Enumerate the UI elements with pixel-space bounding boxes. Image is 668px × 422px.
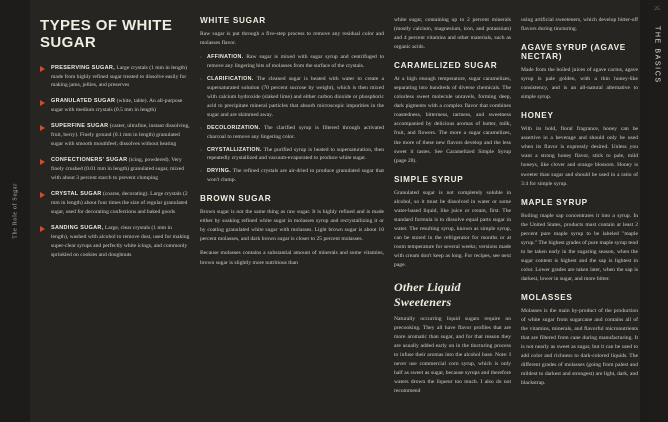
brown-sugar-continued: white sugar, containing up to 2 percent minerals (mostly calcium, magnesium, iron, and potassium) and 4 percent vitamins and other materials, such as organic acids. (394, 17, 511, 51)
term-label: CONFECTIONERS' SUGAR (51, 157, 128, 164)
dash-icon: › (200, 168, 202, 175)
triangle-bullet-icon (40, 226, 45, 232)
heading-molasses: MOLASSES (521, 292, 573, 302)
column-four (521, 16, 638, 408)
list-item (40, 97, 190, 115)
simple-syrup-para: Granulated sugar is not completely soluble in alcohol, so it must be dissolved in water or some water-based liquid, like juice or cream, first. The standard formula is to dissolve equal parts sugar in water. The resulting syrup, known as simple syrup, can be stored in the refrigerator for months or at room temperature for several weeks; versions made with cream don't keep as long. For recipes, see next page. (394, 189, 511, 269)
triangle-bullet-icon (40, 192, 45, 198)
term-text: (icing, powdered). Very finely crushed (0.01 mm in length) granulated sugar, mixed with about 3 percent starch to prevent clumping (51, 157, 185, 181)
step-text: The purified syrup is heated to supersaturation, then repeatedly crystallized and vacuum-evaporated to produce white sugar. (207, 146, 384, 162)
heading-agave-syrup: AGAVE SYRUP (AGAVE NECTAR) (521, 43, 626, 62)
triangle-bullet-icon (40, 159, 45, 165)
step-text: The cleaned sugar is heated with water to create a supersaturated solution (70 percent sucrose by weight), which is then mixed with calcium hydroxide (slaked lime) and either carbon dioxide or phosphoric acid to precipitate mineral particles that absorb microscopic impurities in the sugar and are skimmed away. (207, 75, 384, 118)
step-term: CRYSTALLIZATION. (207, 146, 262, 153)
list-item (40, 156, 190, 183)
step-term: CLARIFICATION. (207, 75, 254, 82)
term-text: Large crystals (1 mm in length) made from highly refined sugar treated to dissolve easily for making jams, jellies, and preserves (51, 64, 187, 89)
column-two (200, 16, 384, 408)
triangle-bullet-icon (40, 66, 45, 72)
heading-maple-syrup: MAPLE SYRUP (521, 197, 588, 207)
column-one (40, 16, 190, 408)
heading-caramelized-sugar: CARAMELIZED SUGAR (394, 61, 498, 71)
molasses-para: Molasses is the main by-product of the production of white sugar from sugarcane and contains all of the vitamins, minerals, and flavorful micronutrients that are filtered from cane during manufacturing. It is not nearly as sweet as sugar, but it can be used to add color and richness to dark-colored liquids. The different grades of molasses (going from palest and mildest to darkest and strongest) are light, dark, and blackstrap. (521, 307, 638, 387)
left-gutter (0, 0, 30, 422)
list-item (200, 167, 384, 185)
page-content (30, 0, 646, 422)
term-text: (white, table). An all-purpose sugar with medium crystals (0.5 mm in length) (51, 98, 183, 114)
step-term: DRYING. (207, 168, 231, 175)
right-gutter (646, 0, 668, 422)
heading-other-liquid-sweeteners: Other Liquid Sweeteners (394, 280, 461, 310)
term-label: PRESERVING SUGAR, (51, 64, 115, 71)
white-sugar-steps (200, 53, 384, 185)
term-text: Large, clear crystals (1 mm in length), washed with alcohol to remove dust, used for making super-clear syrups and perfectly white icings, and commonly sprinkled on cookies and doughnuts (51, 224, 190, 258)
step-text: The clarified syrup is filtered through activated charcoal to remove any lingering color. (207, 124, 384, 140)
dash-icon: › (200, 75, 202, 82)
page-number: 25 (654, 6, 660, 12)
maple-syrup-para: Boiling maple sap concentrates it into a syrup. In the United States, products must contain at least 2 percent pure maple syrup to be labeled "maple syrup." The highest grades of pure maple syrup tend to be taken early in the sugaring season, when the sugar content is highest and the sap is lightest in color. Lower grades are taken later, when the sap is darkest, lower in sugar, and more bitter. (521, 212, 638, 282)
other-liquid-continued: using artificial sweeteners, which develop bitter-off flavors during tincturing. (521, 17, 638, 33)
term-text: (caster, ultrafine, instant dissolving, fruit, berry). Finely ground (0.1 mm in length) granulated sugar with smooth mouthfeel; dissolves without heating (51, 123, 190, 148)
list-item (40, 64, 190, 91)
list-item (40, 122, 190, 149)
honey-para: With its bold, floral fragrance, honey can be assertive in a beverage and should only be used when its flavor is expressly desired. Unless you want a strong honey flavor, stick to pale, mild honeys, like clover and orange blossom. Honey is sweeter than sugar and should be used in a ratio of 3:4 for simple syrup. (521, 126, 638, 187)
term-label: SANDING SUGAR, (51, 224, 104, 231)
dash-icon: › (200, 54, 202, 61)
triangle-bullet-icon (40, 100, 45, 106)
brown-sugar-para-2: Because molasses contains a substantial amount of minerals and some vitamins, brown sugar is slightly more nutritious than (200, 250, 384, 266)
list-item (200, 124, 384, 142)
column-three (394, 16, 511, 408)
agave-syrup-para: Made from the boiled juices of agave cactus, agave syrup is pale golden, with a thin honey-like consistency, and is an all-natural alternative to simple syrup. (521, 67, 638, 101)
left-gutter-label: The Role of Sugar (11, 183, 19, 239)
heading-brown-sugar: BROWN SUGAR (200, 194, 272, 204)
heading-simple-syrup: SIMPLE SYRUP (394, 174, 464, 184)
step-text: Raw sugar is mixed with sugar syrup and centrifuged to remove any lingering bits of molasses from the surface of the crystals. (207, 54, 384, 70)
list-item (200, 75, 384, 120)
list-item (200, 146, 384, 164)
list-item (200, 53, 384, 71)
triangle-bullet-icon (40, 125, 45, 131)
right-gutter-label: THE BASICS (653, 26, 661, 84)
page-title: TYPES OF WHITE SUGAR (40, 17, 173, 51)
caramelized-sugar-para: At a high enough temperature, sugar caramelizes, separating into hundreds of diverse chemicals. The colorless sweet molecule unravels, forming deep, dark pigments with a complex flavor that combines roastedness, bitterness, tartness, and sweetness accompanied by delicious aromas of butter, milk, fruit, and flowers. The more a sugar caramelizes, the more of these new flavors develop and the less sweet it tastes. See Caramelized Simple Syrup (page 28). (394, 76, 511, 164)
white-sugar-intro: Raw sugar is put through a five-step process to remove any residual color and molasses flavor. (200, 31, 384, 47)
heading-white-sugar: WHITE SUGAR (200, 16, 266, 25)
dash-icon: › (200, 146, 202, 153)
step-term: AFFINATION. (207, 54, 244, 61)
white-sugar-types-list (40, 64, 190, 260)
heading-honey: HONEY (521, 111, 554, 121)
term-label: SUPERFINE SUGAR (51, 123, 109, 130)
step-term: DECOLORIZATION. (207, 124, 261, 131)
term-text: (coarse, decorating). Large crystals (2 mm in length) about four times the size of regular granulated sugar, used for decorating confections and baked goods (51, 190, 188, 215)
other-liquid-para: Naturally occurring liquid sugars require no precooking. They all have flavor profiles that are more aromatic than sugar, and for that reason they are usually added early on in the tincturing process to infuse their aromas into the alcohol base. Note: I never use commercial corn syrup, which is only half as sweet as sugar, because syrups and therefore waters drown the liqueur too much. I also do not recommend (394, 316, 511, 395)
term-label: GRANULATED SUGAR (51, 98, 116, 105)
step-text: The refined crystals are air-dried to produce granulated sugar that won't clump. (207, 168, 384, 184)
term-label: CRYSTAL SUGAR (51, 190, 102, 197)
brown-sugar-para-1: Brown sugar is not the same thing as raw sugar. It is highly refined and is made either by soaking refined white sugar in molasses syrup and recrystallizing it or by coating granulated white sugar with molasses. Light brown sugar is about 10 percent molasses, and dark brown sugar is closer to 25 percent molasses. (200, 209, 384, 243)
list-item (40, 224, 190, 260)
dash-icon: › (200, 124, 202, 131)
list-item (40, 190, 190, 217)
